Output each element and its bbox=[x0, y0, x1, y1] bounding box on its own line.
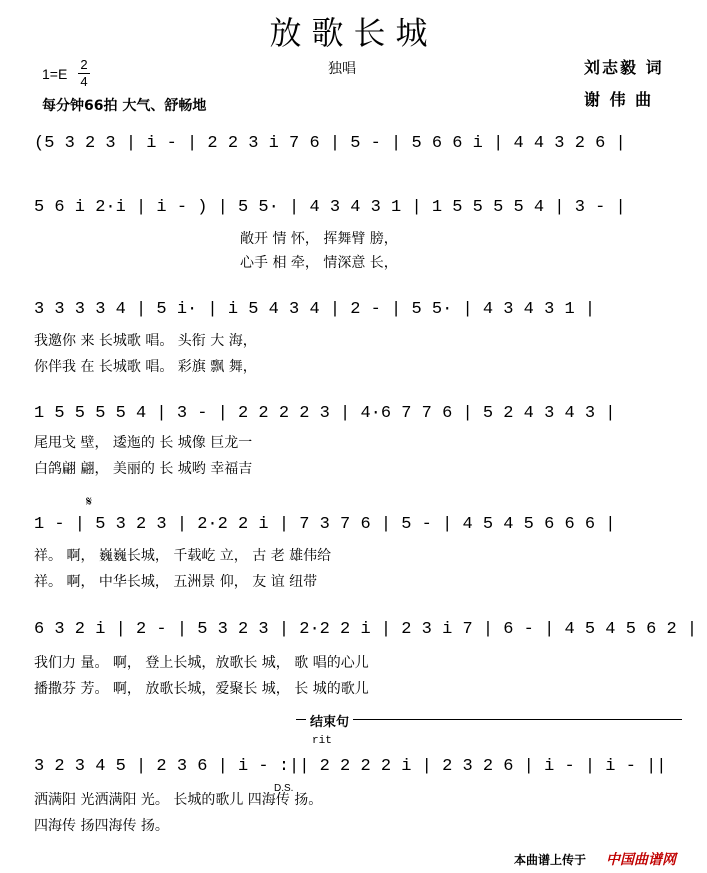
lyric-line-7-verse-2: 四海传 扬四海传 扬。 bbox=[34, 818, 169, 834]
lyricist-credit: 刘志毅 词 bbox=[584, 58, 664, 77]
tempo-marking: 每分钟66拍 大气、舒畅地 bbox=[42, 98, 207, 114]
lyric-line-4-verse-2: 白鸽翩 翩， 美丽的 长 城哟 幸福吉 bbox=[34, 461, 253, 477]
performance-type: 独唱 bbox=[328, 61, 356, 77]
lyric-line-7-verse-1: 洒满阳 光洒满阳 光。 长城的歌儿 四海传 扬。 bbox=[34, 792, 323, 808]
composer-credit: 谢 伟 曲 bbox=[584, 90, 654, 109]
lyric-line-3-verse-1: 我邀你 来 长城歌 唱。 头衔 大 海， bbox=[34, 333, 257, 349]
music-line-6: 6 3 2 i | 2 - | 5 3 2 3 | 2·2 2 i | 2 3 i 7 | 6 - | 4 5 4 5 6 2 | bbox=[34, 620, 698, 639]
ds-marking: D.S. bbox=[274, 783, 294, 794]
coda-bracket-line bbox=[296, 719, 682, 720]
time-signature-bottom: 4 bbox=[80, 74, 88, 89]
music-line-7: 3 2 3 4 5 | 2 3 6 | i - :|| 2 2 2 2 i | 2 3 2 6 | i - | i - || bbox=[34, 757, 667, 776]
lyric-line-2-verse-2: 心手 相 牵， 情深意 长， bbox=[240, 255, 398, 271]
music-line-4: 1 5 5 5 5 4 | 3 - | 2 2 2 2 3 | 4·6 7 7 6 | 5 2 4 3 4 3 | bbox=[34, 404, 616, 423]
rit-marking: rit bbox=[312, 735, 332, 747]
key-signature: 1=E bbox=[42, 66, 68, 82]
lyric-line-6-verse-1: 我们力 量。 啊， 登上长城，放歌长 城， 歌 唱的心儿 bbox=[34, 655, 369, 671]
music-line-2: 5 6 i 2·i | i - ) | 5 5· | 4 3 4 3 1 | 1 5 5 5 5 4 | 3 - | bbox=[34, 198, 626, 217]
time-signature bbox=[78, 58, 90, 89]
lyric-line-5-verse-1: 祥。 啊， 巍巍长城， 千载屹 立， 古 老 雄伟给 bbox=[34, 548, 332, 564]
time-signature-top: 2 bbox=[80, 57, 88, 72]
lyric-line-3-verse-2: 你伴我 在 长城歌 唱。 彩旗 飘 舞， bbox=[34, 359, 257, 375]
music-line-1: (5 3 2 3 | i - | 2 2 3 i 7 6 | 5 - | 5 6 6 i | 4 4 3 2 6 | bbox=[34, 134, 626, 153]
music-line-3: 3 3 3 3 4 | 5 i· | i 5 4 3 4 | 2 - | 5 5· | 4 3 4 3 1 | bbox=[34, 300, 596, 319]
upload-credit: 本曲谱上传于 bbox=[514, 853, 587, 867]
music-line-5: 1 - | 5 3 2 3 | 2·2 2 i | 7 3 7 6 | 5 - | 4 5 4 5 6 6 6 | bbox=[34, 515, 616, 534]
lyric-line-6-verse-2: 播撒芬 芳。 啊， 放歌长城，爱聚长 城， 长 城的歌儿 bbox=[34, 681, 369, 697]
segno-icon: 𝄋 bbox=[86, 494, 93, 510]
site-logo: 中国曲谱网 bbox=[606, 852, 676, 868]
lyric-line-4-verse-1: 尾甩戈 壁， 逶迤的 长 城像 巨龙一 bbox=[34, 435, 253, 451]
lyric-line-2-verse-1: 敞开 情 怀， 挥舞臂 膀， bbox=[240, 231, 398, 247]
page-title: 放歌长城 bbox=[269, 14, 438, 52]
coda-label: 结束句 bbox=[306, 711, 353, 730]
lyric-line-5-verse-2: 祥。 啊， 中华长城， 五洲景 仰， 友 谊 纽带 bbox=[34, 574, 318, 590]
